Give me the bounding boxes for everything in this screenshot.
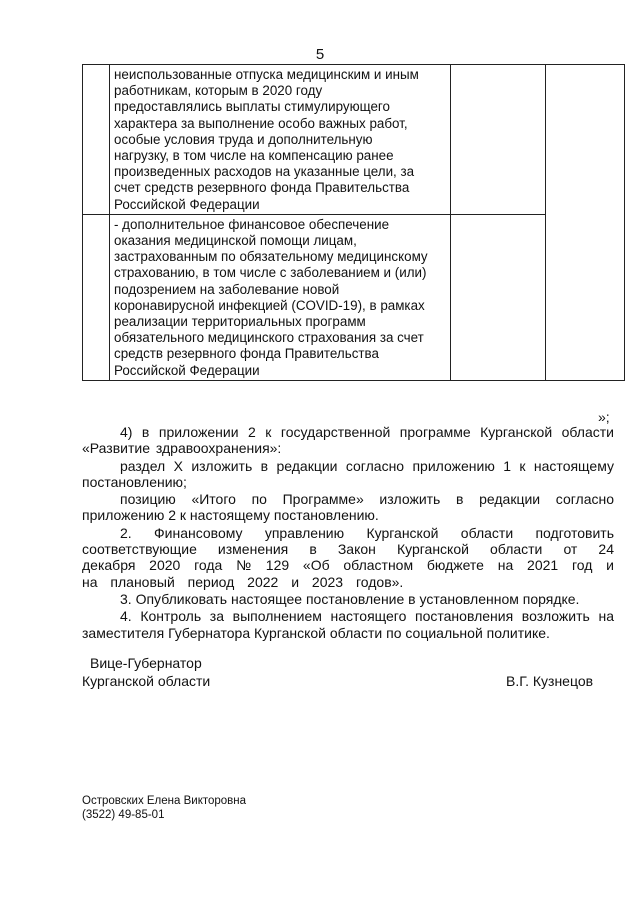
paragraph-control: 4. Контроль за выполнением настоящего постановления возложить на заместителя Губернатора Курганской области по социальной политике. xyxy=(82,608,614,641)
table-row xyxy=(83,214,625,380)
signatory-title xyxy=(82,654,211,690)
signatory-name: В.Г. Кузнецов xyxy=(506,673,594,689)
cell-line: коронавирусной инфекцией (COVID-19), в рамках xyxy=(114,297,425,313)
signatory-position: Вице-Губернатор xyxy=(90,655,202,671)
paragraph-item-4: 4) в приложении 2 к государственной программе Курганской области «Развитие здравоохранения»: xyxy=(82,424,614,457)
continuation-table xyxy=(82,64,625,381)
paragraph-total-position: позицию «Итого по Программе» изложить в редакции согласно приложению 2 к настоящему постановлению. xyxy=(82,491,614,524)
table-cell-amount xyxy=(451,214,546,380)
cell-line: - дополнительное финансовое обеспечение xyxy=(114,216,390,232)
cell-line: нагрузку, в том числе на компенсацию ранее xyxy=(114,148,394,164)
paragraph-finance-department: 2. Финансовому управлению Курганской области подготовить соответствующие изменения в Закон Курганской области от 24 декабря 2020 года № 129 «Об областном бюджете на 2021 год и на плановый период 2022 и 2023 годов». xyxy=(82,524,614,590)
cell-line: работникам, которым в 2020 году xyxy=(114,83,323,99)
executor-phone: (3522) 49-85-01 xyxy=(82,809,165,821)
executor-name: Островских Елена Викторовна xyxy=(82,795,247,807)
table-cell-text xyxy=(110,65,451,215)
cell-line: обязательного медицинского страхования за счет xyxy=(114,330,424,346)
closing-quote: »; xyxy=(598,409,610,425)
signatory-region: Курганской области xyxy=(82,673,211,689)
cell-line: характера за выполнение особо важных работ, xyxy=(114,115,408,131)
table-cell-number xyxy=(83,214,110,380)
table-cell-amount xyxy=(451,65,546,215)
cell-line: оказания медицинской помощи лицам, xyxy=(114,233,357,249)
cell-line: Российской Федерации xyxy=(114,362,260,378)
table-cell-number xyxy=(83,65,110,215)
table-row xyxy=(83,65,625,215)
cell-line: произведенных расходов на указанные цели, за xyxy=(114,164,415,180)
cell-line: Российской Федерации xyxy=(114,196,260,212)
executor-block xyxy=(82,794,246,822)
cell-line: средств резервного фонда Правительства xyxy=(114,346,379,362)
table-cell-amount-2 xyxy=(546,65,625,381)
cell-line: счет средств резервного фонда Правительства xyxy=(114,180,410,196)
cell-line: подозрением на заболевание новой xyxy=(114,281,340,297)
paragraph-publish: 3. Опубликовать настоящее постановление в установленном порядке. xyxy=(120,590,580,607)
cell-line: страхованию, в том числе с заболеванием и (или) xyxy=(114,265,427,281)
cell-line: реализации территориальных программ xyxy=(114,314,366,330)
page-number: 5 xyxy=(315,46,325,63)
cell-line: предоставлялись выплаты стимулирующего xyxy=(114,99,390,115)
table-cell-text xyxy=(110,214,451,380)
cell-line: застрахованным по обязательному медицинскому xyxy=(114,249,428,265)
paragraph-section-x: раздел X изложить в редакции согласно приложению 1 к настоящему постановлению; xyxy=(82,457,614,490)
document-body xyxy=(82,424,614,642)
cell-line: неиспользованные отпуска медицинским и иным xyxy=(114,67,419,82)
cell-line: особые условия труда и дополнительную xyxy=(114,131,373,147)
